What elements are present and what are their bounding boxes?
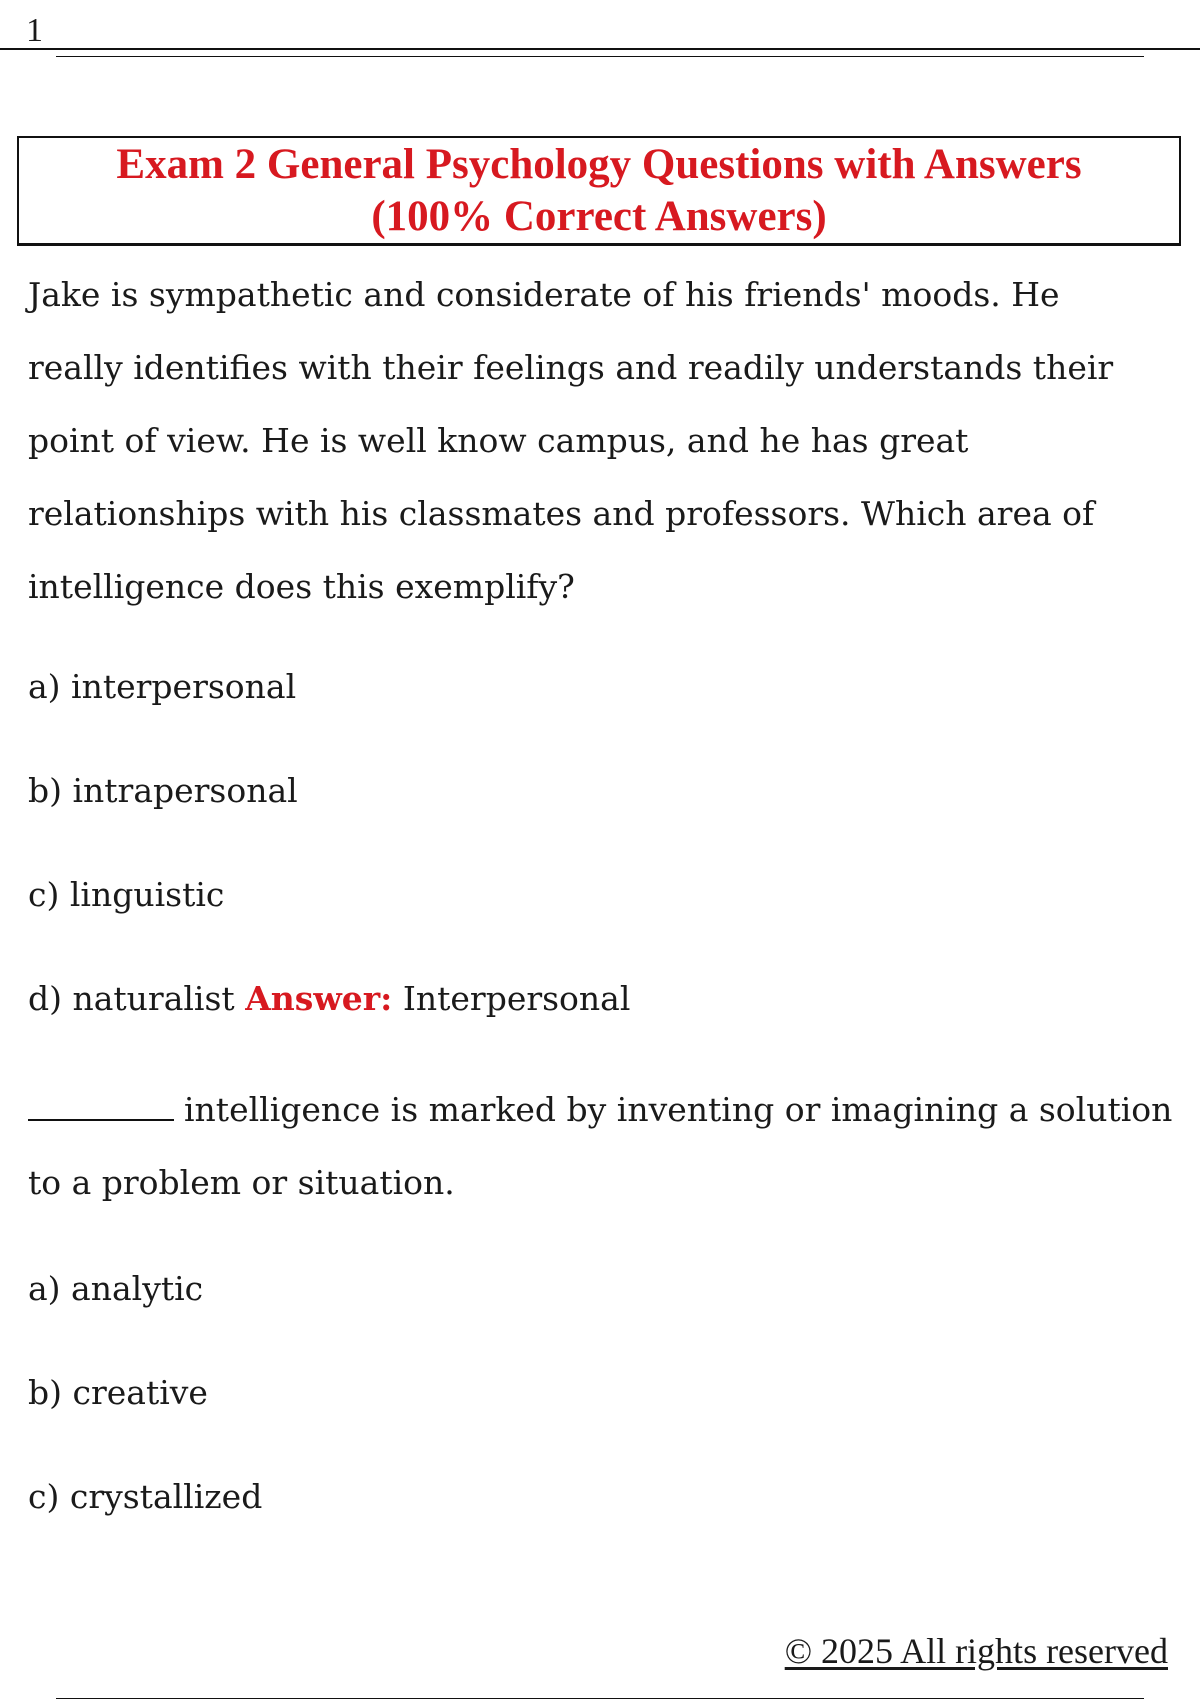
footer-rule — [56, 1698, 1144, 1699]
question-1-option-b: b) intrapersonal — [28, 771, 298, 810]
answer-label: Answer: — [245, 979, 393, 1018]
question-1-answer: Interpersonal — [402, 979, 631, 1018]
question-2 — [28, 1073, 1178, 1219]
question-1-text: Jake is sympathetic and considerate of his friends' moods. He really identifies with their feelings and readily understands their point of view. He is well know campus, and he has great relationships with his classmates and professors. Which area of intelligence does this exemplify? — [28, 275, 1114, 606]
question-list — [28, 258, 1178, 1517]
copyright-footer: © 2025 All rights reserved — [784, 1631, 1168, 1671]
question-1-option-d-with-answer — [28, 979, 1178, 1019]
document-title: Exam 2 General Psychology Questions with Answers — [116, 140, 1082, 188]
title-box — [17, 136, 1181, 246]
question-2-text: intelligence is marked by inventing or imagining a solution to a problem or situation. — [28, 1090, 1173, 1202]
document-subtitle: (100% Correct Answers) — [371, 192, 827, 240]
fill-in-blank — [28, 1118, 174, 1121]
question-1-option-d: d) naturalist — [28, 979, 235, 1018]
header-rule — [0, 48, 1200, 50]
page-number: 1 — [26, 12, 43, 49]
question-2-option-a: a) analytic — [28, 1269, 204, 1308]
question-1-option-c: c) linguistic — [28, 875, 225, 914]
question-2-option-b: b) creative — [28, 1373, 208, 1412]
question-2-option-c: c) crystallized — [28, 1477, 263, 1516]
question-1-option-a: a) interpersonal — [28, 667, 297, 706]
header-rule-inner — [56, 56, 1144, 57]
